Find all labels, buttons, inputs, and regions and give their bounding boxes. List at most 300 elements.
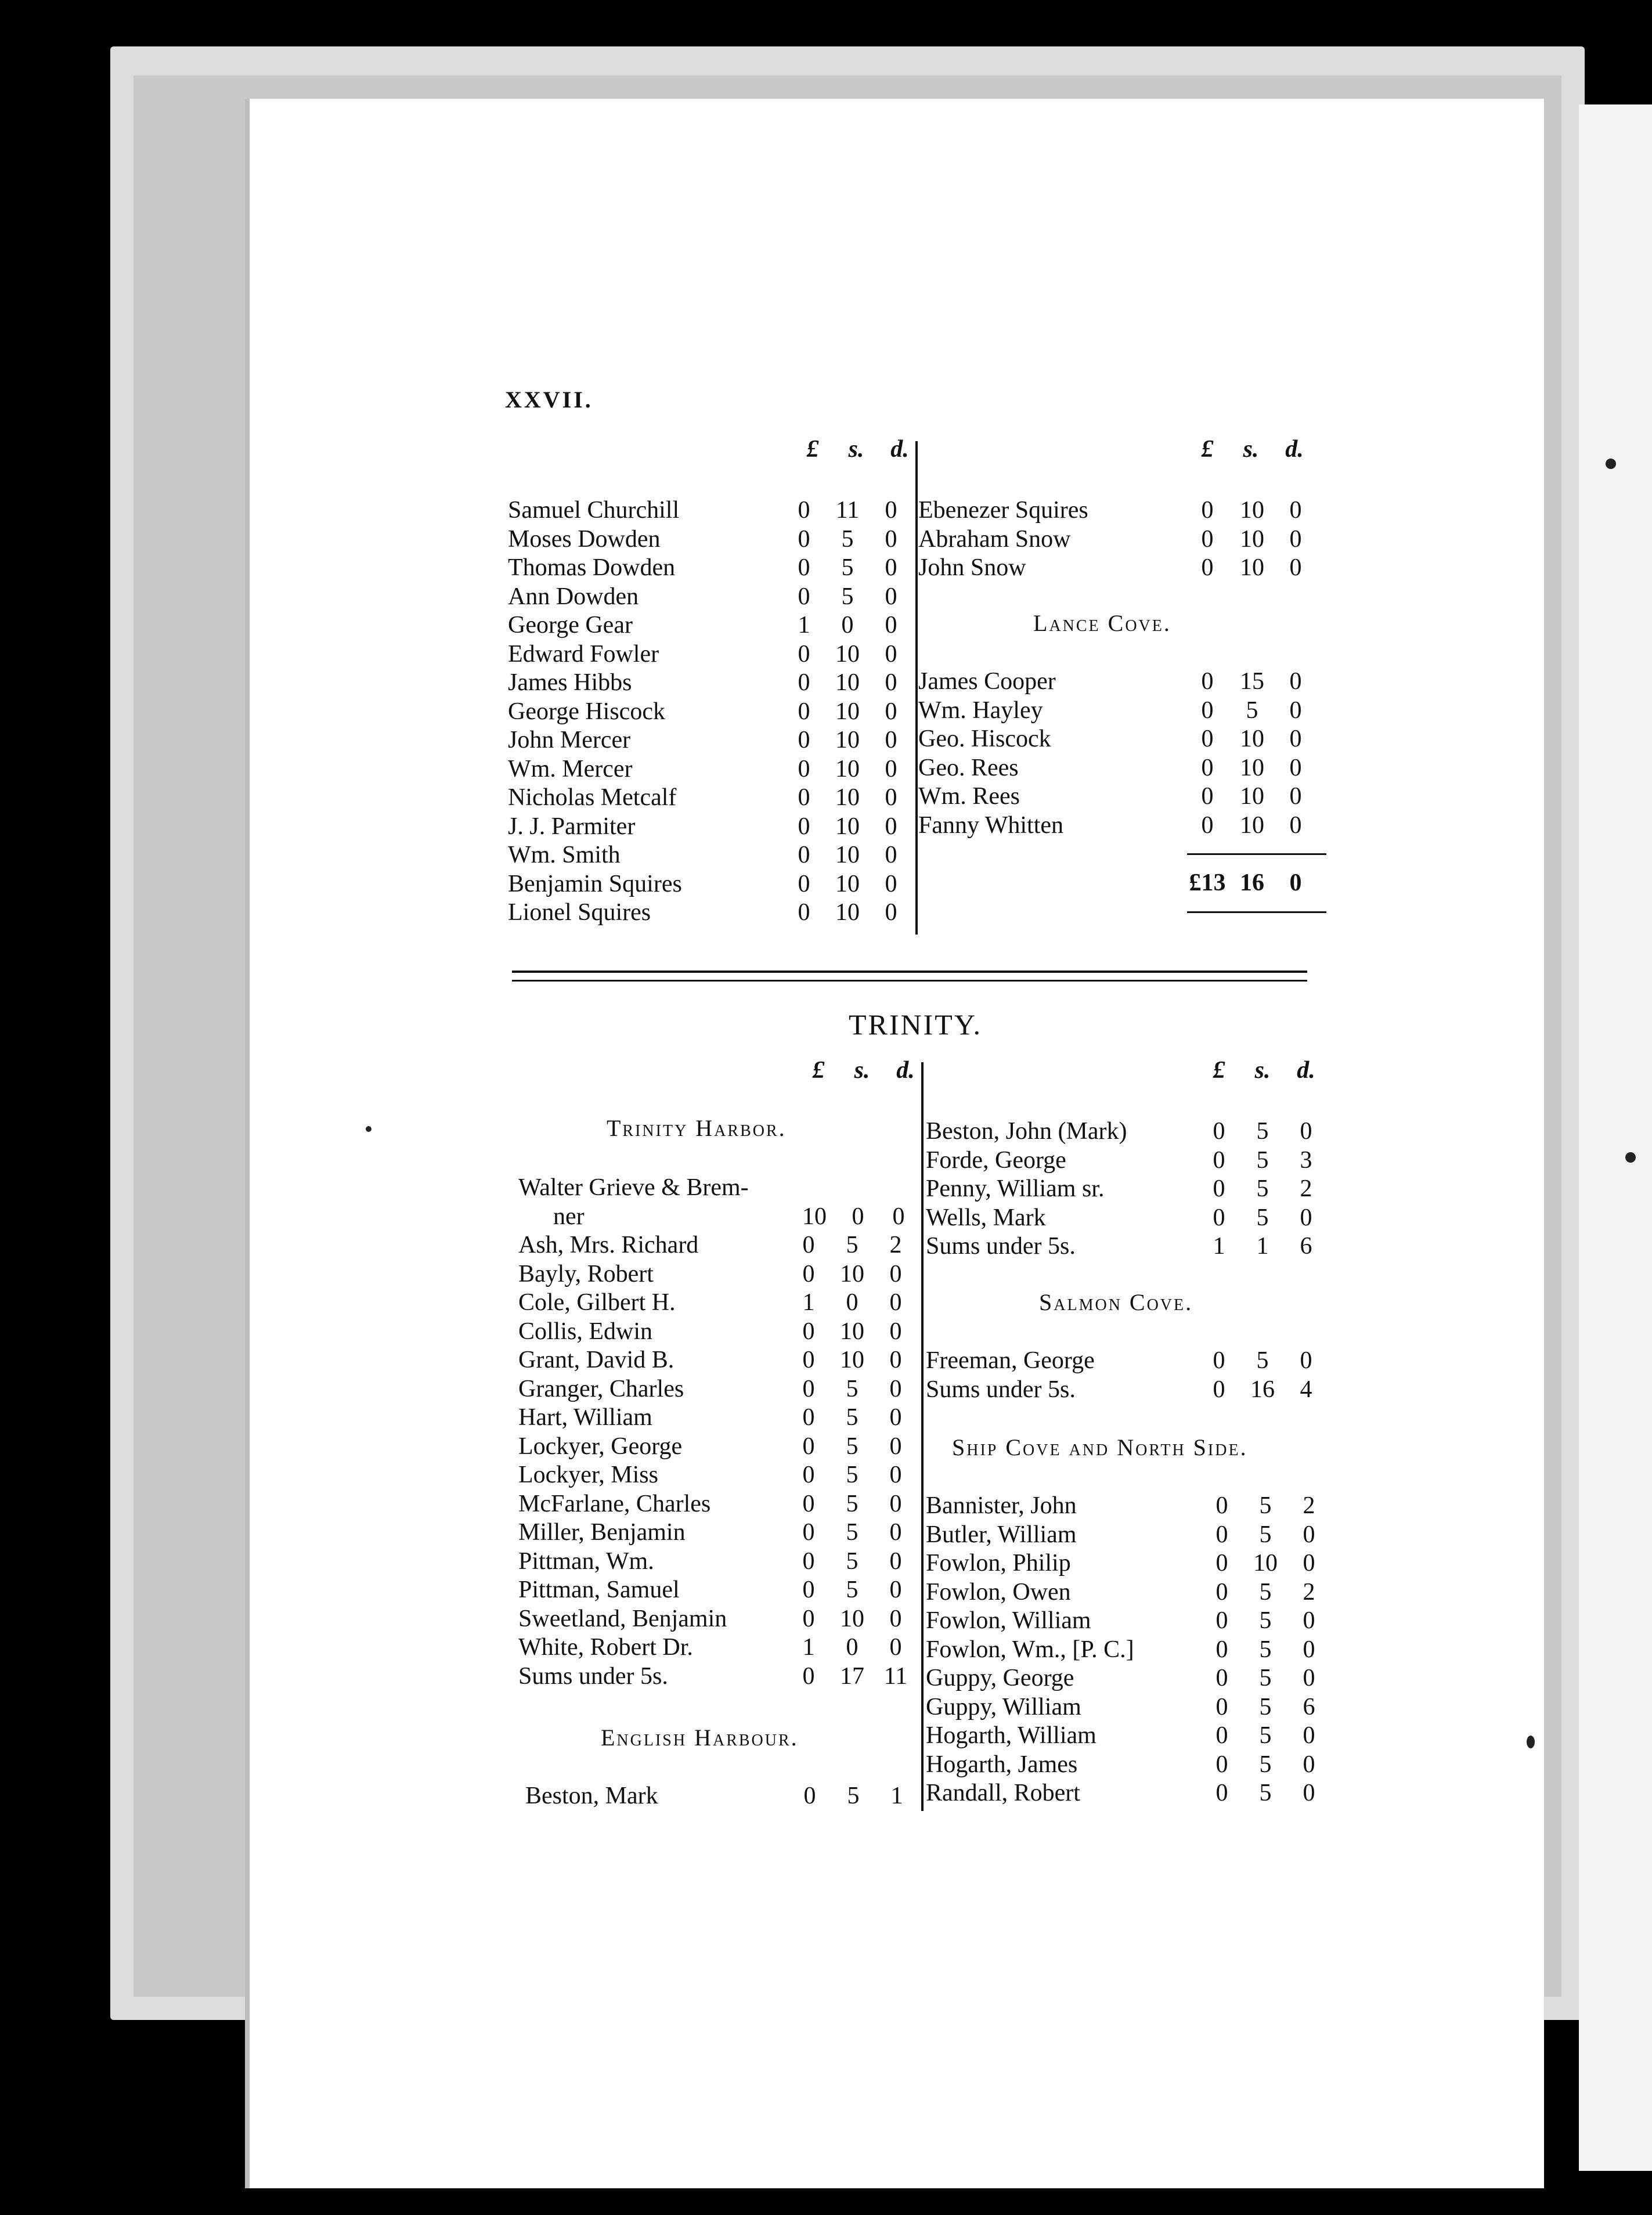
- entry-shillings: 5: [1256, 1118, 1269, 1145]
- entry-shillings: 5: [1259, 1521, 1272, 1548]
- list-item: [926, 1117, 1355, 1146]
- list-item: [508, 554, 914, 583]
- entry-pence: 0: [885, 755, 897, 782]
- entry-name: Geo. Hiscock: [918, 726, 1051, 752]
- entry-shillings: 10: [835, 755, 860, 782]
- entry-pounds: 0: [802, 1605, 815, 1632]
- entry-name: Guppy, William: [926, 1693, 1081, 1720]
- list-item: [926, 1146, 1355, 1175]
- list-item: [508, 784, 914, 813]
- entry-pounds: 0: [802, 1519, 815, 1546]
- entry-name: Geo. Rees: [918, 754, 1019, 781]
- entry-name: Nicholas Metcalf: [508, 784, 677, 811]
- entry-shillings: 10: [835, 842, 860, 868]
- entry-shillings: 5: [846, 1547, 859, 1575]
- entry-shillings: 5: [846, 1232, 859, 1258]
- entry-shillings: 10: [1253, 1550, 1278, 1577]
- section-double-rule-top: [512, 971, 1307, 973]
- entry-pence: 0: [885, 813, 897, 840]
- entry-pounds: 1: [802, 1289, 815, 1316]
- entry-shillings: 5: [846, 1462, 859, 1488]
- entry-name: Freeman, George: [926, 1347, 1095, 1374]
- entry-shillings: 10: [835, 727, 860, 753]
- list-item: [926, 1693, 1355, 1722]
- column-divider: [915, 441, 918, 935]
- entry-shillings: 10: [840, 1260, 864, 1287]
- list-item: [518, 1404, 925, 1433]
- list-item: [918, 811, 1359, 840]
- list-item: [926, 1664, 1355, 1693]
- entry-pence: 0: [889, 1375, 902, 1402]
- list-item: [918, 697, 1359, 726]
- entry-name: Wells, Mark: [926, 1204, 1046, 1231]
- entry-shillings: 5: [1259, 1780, 1272, 1806]
- entry-shillings: 10: [840, 1318, 864, 1345]
- entry-pounds: 1: [798, 612, 810, 638]
- pence-header: d.: [1297, 1057, 1315, 1084]
- entry-shillings: 5: [1259, 1751, 1272, 1778]
- entry-pounds: 10: [802, 1203, 827, 1230]
- entry-name: Fowlon, Owen: [926, 1578, 1071, 1606]
- entry-name: John Mercer: [508, 727, 631, 753]
- entry-pounds: 0: [802, 1318, 815, 1345]
- list-item: [508, 669, 914, 698]
- entry-shillings: 5: [846, 1404, 859, 1431]
- list-item: [518, 1433, 925, 1462]
- entry-name: Thomas Dowden: [508, 554, 676, 581]
- entry-name: Lockyer, George: [518, 1433, 683, 1460]
- list-item: [508, 525, 914, 554]
- list-item: [518, 1260, 925, 1289]
- entry-name: Butler, William: [926, 1521, 1077, 1548]
- entry-pence: 0: [1303, 1550, 1315, 1577]
- list-item: [918, 782, 1359, 811]
- entry-pence: 0: [1289, 497, 1302, 524]
- entry-pence: 2: [889, 1232, 902, 1258]
- list-item: [518, 1346, 925, 1375]
- list-item: [518, 1461, 925, 1490]
- entry-pounds: 0: [1201, 811, 1214, 839]
- list-item: [926, 1232, 1355, 1261]
- entry-pounds: 0: [1201, 697, 1214, 724]
- list-item: [926, 1751, 1355, 1780]
- entry-shillings: 5: [1259, 1607, 1272, 1634]
- list-item: [508, 698, 914, 727]
- entry-shillings: 5: [1246, 697, 1258, 724]
- entry-pence: 0: [1289, 525, 1302, 553]
- list-item: [508, 726, 914, 755]
- entry-shillings: 10: [1240, 811, 1264, 839]
- entry-name: Ash, Mrs. Richard: [518, 1232, 699, 1258]
- entry-pounds: 0: [1201, 783, 1214, 810]
- entry-name: George Hiscock: [508, 698, 665, 725]
- entry-name: Randall, Robert: [926, 1780, 1080, 1806]
- entry-pounds: 0: [1213, 1376, 1225, 1403]
- entry-shillings: 11: [835, 497, 860, 524]
- entry-pounds: 0: [802, 1347, 815, 1373]
- list-item: [918, 668, 1359, 697]
- entry-pounds: 0: [798, 554, 810, 581]
- entry-pounds: 0: [1215, 1578, 1228, 1606]
- entry-shillings: 5: [846, 1375, 859, 1402]
- entry-name: Ebenezer Squires: [918, 497, 1088, 524]
- list-item: [926, 1521, 1355, 1550]
- entry-name: Forde, George: [926, 1146, 1066, 1174]
- entry-pence: 0: [1303, 1751, 1315, 1778]
- list-item: [518, 1289, 925, 1318]
- list-item: [508, 611, 914, 640]
- entry-name: Bannister, John: [926, 1492, 1077, 1519]
- entry-pounds: 0: [798, 870, 810, 897]
- entry-pence: 0: [889, 1318, 902, 1345]
- entry-pounds: 0: [802, 1433, 815, 1460]
- pence-header: d.: [890, 436, 909, 463]
- entry-pence: 0: [885, 640, 897, 668]
- entry-pence: 0: [889, 1289, 902, 1316]
- entry-pence: 0: [889, 1605, 902, 1632]
- pounds-header: £: [1213, 1057, 1225, 1084]
- entry-pence: 0: [885, 525, 897, 553]
- entry-shillings: 5: [1256, 1347, 1269, 1374]
- pounds-header: £: [1201, 436, 1214, 463]
- entry-name: Samuel Churchill: [508, 497, 680, 524]
- entry-name: Ann Dowden: [508, 583, 639, 610]
- list-item: [525, 1782, 932, 1811]
- entry-pence: 0: [885, 612, 897, 638]
- trinity-harbor-first-entry: [518, 1174, 925, 1231]
- list-item: [918, 725, 1359, 754]
- entry-pence: 0: [885, 497, 897, 524]
- entry-pence: 0: [889, 1462, 902, 1488]
- entry-pounds: 0: [1215, 1693, 1228, 1720]
- entry-name: Wm. Smith: [508, 842, 621, 868]
- entry-name: Hart, William: [518, 1404, 652, 1431]
- trinity-harbor-list: [518, 1231, 925, 1691]
- entry-name: Miller, Benjamin: [518, 1519, 686, 1546]
- entry-pence: 11: [883, 1662, 908, 1690]
- entry-pence: 0: [889, 1347, 902, 1373]
- total-pence: 0: [1289, 870, 1302, 896]
- list-item: [518, 1318, 925, 1347]
- entry-shillings: 10: [1240, 497, 1264, 524]
- list-item: [518, 1547, 925, 1577]
- entry-pence: 0: [889, 1404, 902, 1431]
- entry-pounds: 0: [798, 583, 810, 610]
- pence-header: d.: [896, 1057, 915, 1084]
- list-item: [518, 1605, 925, 1634]
- entry-shillings: 10: [835, 698, 860, 725]
- ship-cove-heading: Ship Cove and North Side.: [952, 1434, 1248, 1460]
- entry-name: Granger, Charles: [518, 1375, 684, 1402]
- entry-pence: 0: [1303, 1722, 1315, 1749]
- list-item: [918, 554, 1359, 583]
- entry-pounds: 0: [1215, 1751, 1228, 1778]
- entry-pounds: 0: [798, 899, 810, 926]
- total-rule-bottom: [1187, 911, 1326, 913]
- lance-cove-list: [918, 668, 1359, 840]
- entry-pounds: 0: [1213, 1204, 1225, 1231]
- entry-pounds: 0: [798, 525, 810, 553]
- entry-name: Sweetland, Benjamin: [518, 1605, 727, 1632]
- entry-name: White, Robert Dr.: [518, 1634, 693, 1661]
- entry-name: Pittman, Wm.: [518, 1547, 654, 1575]
- shillings-header: s.: [848, 436, 864, 463]
- entry-shillings: 10: [835, 899, 860, 926]
- list-item: [518, 1633, 925, 1662]
- entry-name: Hogarth, William: [926, 1722, 1096, 1749]
- entry-pounds: 0: [1215, 1607, 1228, 1634]
- entry-name: James Cooper: [918, 668, 1056, 695]
- list-item: [926, 1204, 1355, 1233]
- entry-pounds: 0: [1213, 1347, 1225, 1374]
- entry-pounds: 0: [798, 669, 810, 696]
- entry-pounds: 1: [802, 1634, 815, 1661]
- entry-shillings: 10: [840, 1347, 864, 1373]
- trinity-right-currency-header: [1196, 1056, 1335, 1085]
- trinity-right-list: [926, 1117, 1355, 1261]
- total-shillings: 16: [1240, 870, 1264, 896]
- entry-pounds: 0: [798, 842, 810, 868]
- list-item: [508, 841, 914, 870]
- pounds-header: £: [812, 1057, 825, 1084]
- entry-pounds: 0: [802, 1260, 815, 1287]
- salmon-cove-heading: Salmon Cove.: [1039, 1289, 1193, 1315]
- entry-name: Wm. Mercer: [508, 755, 633, 782]
- lance-cove-total: [918, 869, 1359, 898]
- entry-pence: 0: [892, 1203, 905, 1230]
- entry-pounds: 0: [802, 1577, 815, 1603]
- list-item: [926, 1779, 1355, 1808]
- entry-pounds: 0: [798, 497, 810, 524]
- entry-pounds: 0: [1213, 1118, 1225, 1145]
- list-item: [926, 1376, 1355, 1405]
- entry-shillings: 0: [846, 1634, 859, 1661]
- entry-shillings: 10: [1240, 554, 1264, 581]
- entry-name: Guppy, George: [926, 1665, 1074, 1691]
- entry-name: Beston, Mark: [525, 1783, 658, 1809]
- entry-shillings: 10: [1240, 726, 1264, 752]
- entry-pounds: 0: [1215, 1521, 1228, 1548]
- entry-name-continued: ner: [553, 1203, 585, 1230]
- entry-pence: 2: [1303, 1492, 1315, 1519]
- entry-pounds: 0: [1201, 668, 1214, 695]
- entry-pence: 0: [1300, 1347, 1312, 1374]
- entry-shillings: 10: [835, 640, 860, 668]
- entry-pounds: 0: [1213, 1175, 1225, 1202]
- entry-name: Sums under 5s.: [926, 1376, 1076, 1403]
- entry-pence: 0: [1303, 1636, 1315, 1663]
- list-item: [918, 754, 1359, 783]
- entry-pounds: 0: [798, 813, 810, 840]
- entry-name: Abraham Snow: [918, 525, 1071, 553]
- entry-pence: 2: [1303, 1578, 1315, 1606]
- entry-shillings: 5: [1259, 1665, 1272, 1691]
- entry-name: Bayly, Robert: [518, 1260, 654, 1287]
- entry-pence: 0: [889, 1260, 902, 1287]
- list-item: [926, 1347, 1355, 1376]
- entry-pounds: 0: [798, 698, 810, 725]
- entry-pounds: 0: [802, 1404, 815, 1431]
- list-item: [508, 640, 914, 669]
- list-item: [918, 525, 1359, 554]
- salmon-cove-list: [926, 1347, 1355, 1404]
- entry-name: Hogarth, James: [926, 1751, 1078, 1778]
- entry-shillings: 10: [1240, 783, 1264, 810]
- entry-pounds: 0: [798, 640, 810, 668]
- english-harbour-heading: English Harbour.: [601, 1725, 799, 1751]
- entry-name: James Hibbs: [508, 669, 632, 696]
- entry-shillings: 15: [1240, 668, 1264, 695]
- entry-pence: 0: [1289, 726, 1302, 752]
- pence-header: d.: [1285, 436, 1304, 463]
- entry-pounds: 0: [1215, 1780, 1228, 1806]
- entry-name: Collis, Edwin: [518, 1318, 653, 1345]
- entry-pence: 0: [1289, 554, 1302, 581]
- entry-pence: 0: [885, 870, 897, 897]
- entry-name: George Gear: [508, 612, 633, 638]
- entry-pence: 0: [885, 554, 897, 581]
- entry-shillings: 0: [846, 1289, 859, 1316]
- pounds-header: £: [806, 436, 819, 463]
- entry-name: Pittman, Samuel: [518, 1577, 680, 1603]
- entry-shillings: 0: [841, 612, 854, 638]
- entry-pence: 0: [885, 899, 897, 926]
- entry-name: Penny, William sr.: [926, 1175, 1105, 1202]
- entry-name: Fowlon, William: [926, 1607, 1091, 1634]
- list-item: [926, 1492, 1355, 1521]
- entry-name: Lionel Squires: [508, 899, 651, 926]
- entry-shillings: 16: [1250, 1376, 1275, 1403]
- entry-pounds: 0: [1215, 1722, 1228, 1749]
- entry-pence: 0: [885, 583, 897, 610]
- entry-pence: 0: [885, 669, 897, 696]
- entry-shillings: 10: [1240, 754, 1264, 781]
- list-item: [926, 1549, 1355, 1578]
- entry-pounds: 0: [1201, 497, 1214, 524]
- entry-name: J. J. Parmiter: [508, 813, 636, 840]
- entry-pence: 4: [1300, 1376, 1312, 1403]
- entry-shillings: 10: [835, 784, 860, 811]
- entry-pence: 0: [1289, 754, 1302, 781]
- entry-shillings: 5: [1259, 1492, 1272, 1519]
- entry-pounds: 0: [802, 1462, 815, 1488]
- entry-name: Edward Fowler: [508, 640, 659, 668]
- trinity-harbor-heading: Trinity Harbor.: [607, 1115, 787, 1141]
- entry-shillings: 5: [841, 525, 854, 553]
- entry-pence: 0: [889, 1634, 902, 1661]
- entry-pounds: 0: [1215, 1665, 1228, 1691]
- entry-pence: 0: [1289, 811, 1302, 839]
- entry-name: Fowlon, Philip: [926, 1550, 1071, 1577]
- entry-pounds: 0: [1213, 1146, 1225, 1174]
- entry-pence: 0: [889, 1490, 902, 1517]
- entry-pounds: 1: [1213, 1233, 1225, 1260]
- entry-shillings: 5: [841, 554, 854, 581]
- list-item: [518, 1518, 925, 1547]
- entry-pounds: 0: [798, 755, 810, 782]
- entry-pence: 0: [889, 1433, 902, 1460]
- list-item: [508, 583, 914, 612]
- entry-pence: 0: [1303, 1521, 1315, 1548]
- entry-shillings: 5: [1259, 1636, 1272, 1663]
- entry-pence: 0: [889, 1547, 902, 1575]
- entry-shillings: 10: [835, 813, 860, 840]
- total-pounds: £13: [1189, 870, 1226, 896]
- list-item: [918, 496, 1359, 525]
- entry-pence: 0: [1289, 783, 1302, 810]
- entry-pence: 0: [1303, 1607, 1315, 1634]
- shillings-header: s.: [1243, 436, 1259, 463]
- trinity-left-currency-header: [795, 1056, 935, 1085]
- list-item: [518, 1231, 925, 1260]
- entry-pounds: 0: [1215, 1492, 1228, 1519]
- list-item: [518, 1375, 925, 1404]
- entry-name: Grant, David B.: [518, 1347, 674, 1373]
- entry-pence: 2: [1300, 1175, 1312, 1202]
- entry-pounds: 0: [1201, 726, 1214, 752]
- entry-pounds: 0: [1201, 554, 1214, 581]
- list-item: [926, 1578, 1355, 1607]
- entry-pounds: 0: [803, 1783, 816, 1809]
- entry-name: John Snow: [918, 554, 1026, 581]
- entry-name: Walter Grieve & Brem-: [518, 1174, 749, 1201]
- entry-name: Fanny Whitten: [918, 811, 1064, 839]
- entry-pounds: 0: [802, 1547, 815, 1575]
- entry-pence: 0: [1303, 1780, 1315, 1806]
- entry-name: Beston, John (Mark): [926, 1118, 1127, 1145]
- entry-shillings: 5: [1256, 1175, 1269, 1202]
- entry-name: Benjamin Squires: [508, 870, 682, 897]
- entry-pence: 0: [885, 784, 897, 811]
- top-left-currency-header: [789, 435, 929, 464]
- entry-pence: 6: [1300, 1233, 1312, 1260]
- entry-shillings: 5: [1256, 1204, 1269, 1231]
- entry-pounds: 0: [802, 1232, 815, 1258]
- entry-pounds: 0: [1215, 1636, 1228, 1663]
- entry-shillings: 5: [846, 1490, 859, 1517]
- entry-shillings: 5: [1259, 1578, 1272, 1606]
- entry-pence: 6: [1303, 1693, 1315, 1720]
- top-left-subscriber-list: [508, 496, 914, 928]
- entry-pounds: 0: [802, 1662, 815, 1690]
- entry-name: Moses Dowden: [508, 525, 661, 553]
- list-item: [508, 755, 914, 784]
- top-right-subscriber-list: [918, 496, 1359, 583]
- entry-pounds: 0: [798, 727, 810, 753]
- list-item: [508, 870, 914, 899]
- shillings-header: s.: [1254, 1057, 1271, 1084]
- entry-name: Sums under 5s.: [518, 1662, 668, 1690]
- entry-shillings: 5: [1259, 1722, 1272, 1749]
- entry-shillings: 5: [846, 1433, 859, 1460]
- entry-shillings: 17: [840, 1662, 864, 1690]
- list-item: [508, 813, 914, 842]
- entry-name: Wm. Rees: [918, 783, 1020, 810]
- ship-cove-list: [926, 1492, 1355, 1808]
- entry-pence: 0: [1300, 1204, 1312, 1231]
- shillings-header: s.: [854, 1057, 870, 1084]
- entry-pence: 3: [1300, 1146, 1312, 1174]
- entry-pence: 1: [890, 1783, 903, 1809]
- entry-pence: 0: [889, 1519, 902, 1546]
- entry-name: Sums under 5s.: [926, 1233, 1076, 1260]
- list-item: [508, 496, 914, 525]
- entry-pence: 0: [885, 842, 897, 868]
- entry-pence: 0: [885, 727, 897, 753]
- english-harbour-list: [525, 1782, 932, 1811]
- entry-shillings: 1: [1256, 1233, 1269, 1260]
- total-rule-top: [1187, 853, 1326, 855]
